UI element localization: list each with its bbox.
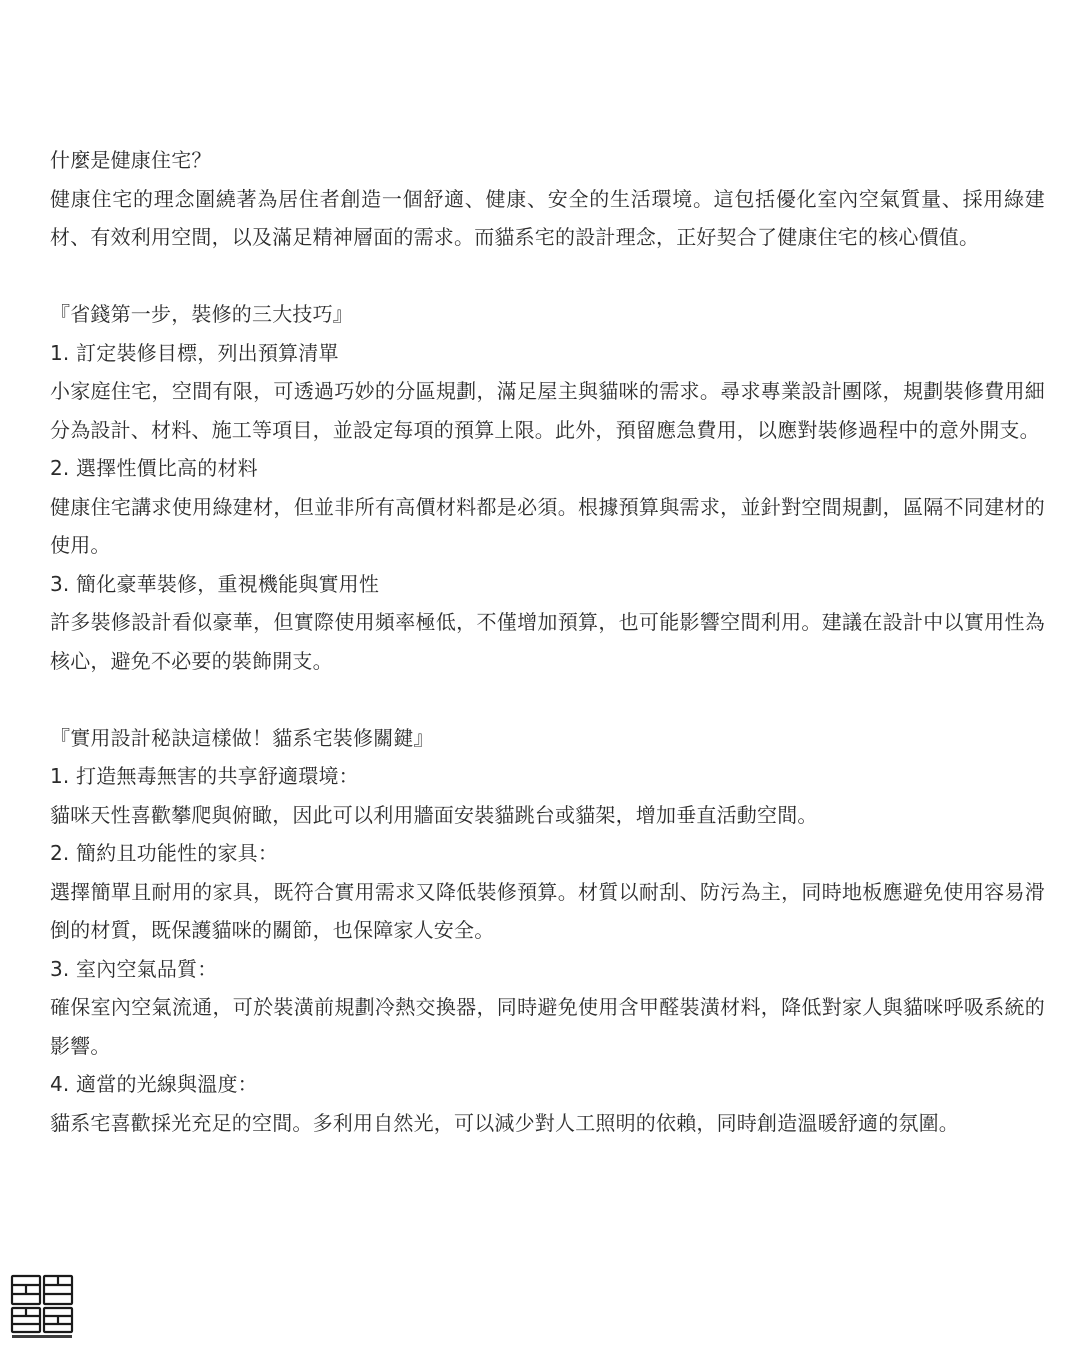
intro-body: 健康住宅的理念圍繞著為居住者創造一個舒適、健康、安全的生活環境。這包括優化室內空氣質量、採用綠建材、有效利用空間，以及滿足精神層面的需求。而貓系宅的設計理念，正好契合了健康住宅的核心價值。: [50, 186, 1045, 249]
section-1-item-1-title: 1. 訂定裝修目標，列出預算清單: [50, 340, 339, 365]
section-2-item-1-body: 貓咪天性喜歡攀爬與俯瞰，因此可以利用牆面安裝貓跳台或貓架，增加垂直活動空間。: [50, 802, 818, 827]
section-1-item-1-body: 小家庭住宅，空間有限，可透過巧妙的分區規劃，滿足屋主與貓咪的需求。尋求專業設計團隊，規劃裝修費用細分為設計、材料、施工等項目，並設定每項的預算上限。此外，預留應急費用，以應對裝修過程中的意外開支。: [50, 379, 1045, 442]
intro-heading: 什麼是健康住宅？: [50, 148, 212, 172]
spacer: [50, 680, 1045, 719]
section-1-item-2-title: 2. 選擇性價比高的材料: [50, 456, 258, 480]
brand-logo: [10, 1274, 76, 1340]
section-2-item-3-body: 確保室內空氣流通，可於裝潢前規劃冷熱交換器，同時避免使用含甲醛裝潢材料，降低對家人與貓咪呼吸系統的影響。: [50, 995, 1045, 1058]
section-2-item-3-title: 3. 室內空氣品質：: [50, 956, 218, 981]
section-2-item-2-body: 選擇簡單且耐用的家具，既符合實用需求又降低裝修預算。材質以耐刮、防污為主，同時地板應避免使用容易滑倒的材質，既保護貓咪的關節，也保障家人安全。: [50, 879, 1045, 942]
section-2-title: 『實用設計秘訣這樣做！貓系宅裝修關鍵』: [50, 725, 434, 750]
section-1-item-2-body: 健康住宅講求使用綠建材，但並非所有高價材料都是必須。根據預算與需求，並針對空間規劃，區隔不同建材的使用。: [50, 494, 1045, 557]
section-1-item-3-body: 許多裝修設計看似豪華，但實際使用頻率極低，不僅增加預算，也可能影響空間利用。建議在設計中以實用性為核心，避免不必要的裝飾開支。: [50, 610, 1045, 673]
section-1-item-3-title: 3. 簡化豪華裝修，重視機能與實用性: [50, 571, 380, 596]
spacer: [50, 257, 1045, 296]
section-2-item-4-body: 貓系宅喜歡採光充足的空間。多利用自然光，可以減少對人工照明的依賴，同時創造溫暖舒適的氛圍。: [50, 1110, 959, 1135]
brand-logo-icon: [10, 1274, 76, 1340]
section-2-item-4-title: 4. 適當的光線與溫度：: [50, 1072, 258, 1096]
section-2-item-1-title: 1. 打造無毒無害的共享舒適環境：: [50, 764, 359, 788]
section-1-title: 『省錢第一步，裝修的三大技巧』: [50, 302, 353, 326]
section-2-item-2-title: 2. 簡約且功能性的家具：: [50, 841, 279, 865]
article: [50, 141, 1045, 1142]
